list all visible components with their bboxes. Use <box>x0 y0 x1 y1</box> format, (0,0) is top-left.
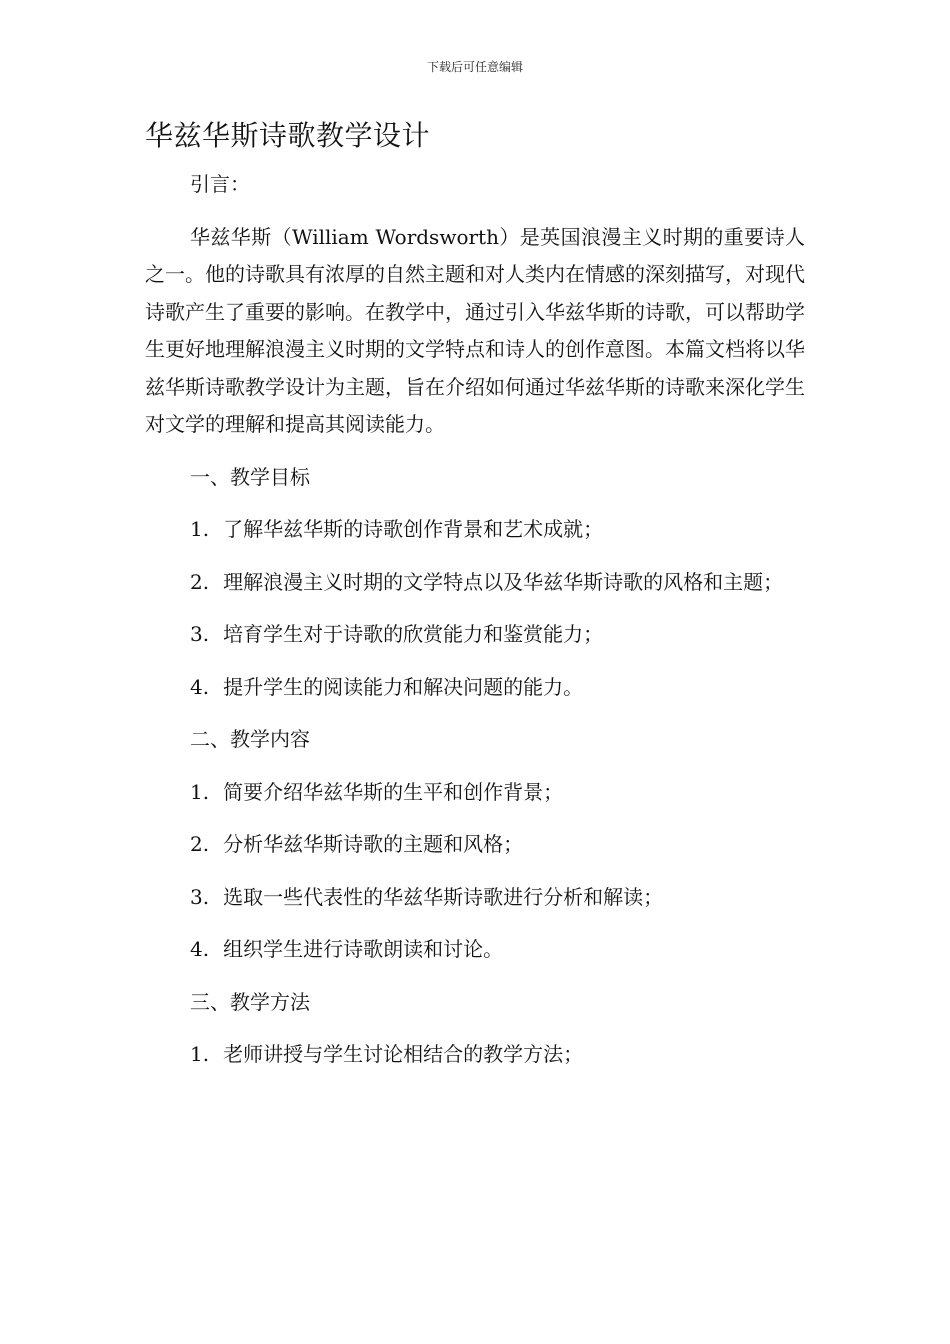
list-item-text: 组织学生进行诗歌朗读和讨论。 <box>223 937 504 961</box>
intro-paragraph: 华兹华斯（William Wordsworth）是英国浪漫主义时期的重要诗人之一。他的诗歌具有浓厚的自然主题和对人类内在情感的深刻描写，对现代诗歌产生了重要的影响。在教学中，通过引入华兹华斯的诗歌，可以帮助学生更好地理解浪漫主义时期的文学特点和诗人的创作意图。本篇文档将以华兹华斯诗歌教学设计为主题，旨在介绍如何通过华兹华斯的诗歌来深化学生对文学的理解和提高其阅读能力。 <box>145 224 805 436</box>
section-heading-objectives: 一、教学目标 <box>190 464 310 489</box>
list-item-number: 4. <box>190 937 210 961</box>
document-body <box>145 166 805 1089</box>
list-item-number: 1. <box>190 517 210 541</box>
list-item <box>145 1036 805 1074</box>
section-heading-content: 二、教学内容 <box>190 727 310 751</box>
list-item-text: 简要介绍华兹华斯的生平和创作背景； <box>223 779 564 804</box>
list-item-number: 4. <box>190 674 210 699</box>
list-item <box>145 879 805 917</box>
list-item <box>145 826 805 864</box>
list-item <box>145 774 805 812</box>
list-item-number: 2. <box>190 832 210 856</box>
list-item-text: 分析华兹华斯诗歌的主题和风格； <box>223 832 524 856</box>
list-item <box>145 616 805 654</box>
list-item <box>145 564 805 602</box>
document-title: 华兹华斯诗歌教学设计 <box>145 119 431 152</box>
list-item-text: 了解华兹华斯的诗歌创作背景和艺术成就； <box>223 517 604 541</box>
list-item <box>145 669 805 707</box>
list-item-text: 选取一些代表性的华兹华斯诗歌进行分析和解读； <box>223 884 664 909</box>
list-item-number: 1. <box>190 1042 210 1066</box>
list-item-number: 3. <box>190 884 210 909</box>
list-item-number: 2. <box>190 569 210 594</box>
list-item-number: 1. <box>190 779 210 804</box>
list-item <box>145 511 805 549</box>
list-item-text: 提升学生的阅读能力和解决问题的能力。 <box>223 674 584 699</box>
list-item-text: 老师讲授与学生讨论相结合的教学方法； <box>223 1042 584 1066</box>
list-item-number: 3. <box>190 622 210 646</box>
list-item-text: 培育学生对于诗歌的欣赏能力和鉴赏能力； <box>223 622 604 646</box>
list-item <box>145 931 805 969</box>
header-note: 下载后可任意编辑 <box>426 60 523 74</box>
intro-label: 引言： <box>190 172 250 196</box>
section-heading-methods: 三、教学方法 <box>190 989 310 1014</box>
list-item-text: 理解浪漫主义时期的文学特点以及华兹华斯诗歌的风格和主题； <box>223 569 784 594</box>
